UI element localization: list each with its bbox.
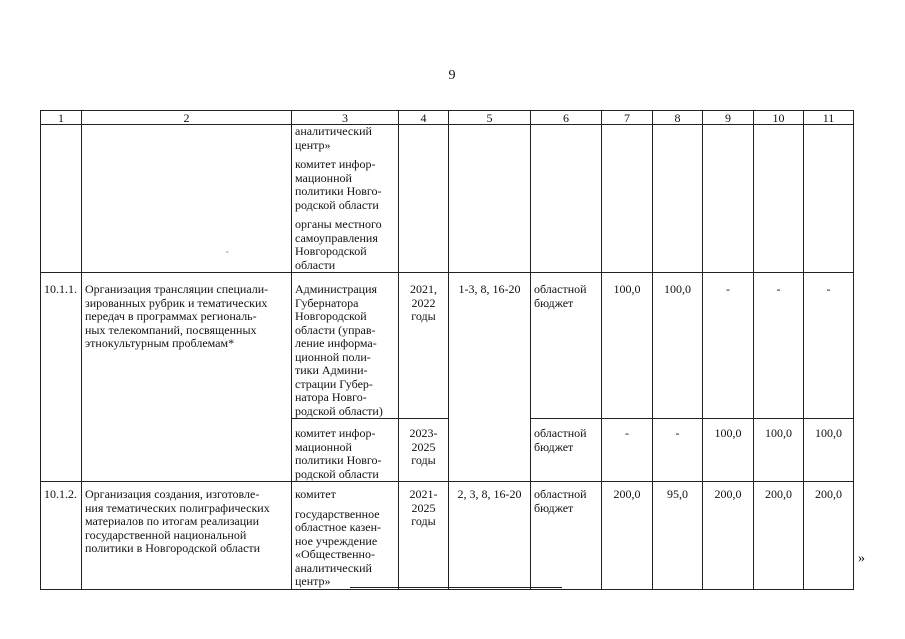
table-row — [41, 482, 854, 590]
years-cell: 2023- 2025 годы — [399, 419, 449, 482]
column-number-row — [41, 111, 854, 125]
executor-cell: комитет инфор- мационной политики Новго- родской области — [292, 419, 399, 482]
source-cell: областной бюджет — [531, 419, 602, 482]
value-cell: 100,0 — [602, 273, 653, 419]
table-cell — [82, 125, 292, 273]
header-cell: 8 — [653, 111, 703, 125]
header-cell: 11 — [804, 111, 854, 125]
source-cell: областной бюджет — [531, 273, 602, 419]
table-cell — [41, 125, 82, 273]
value-cell: - — [653, 419, 703, 482]
item-number: 10.1.1. — [41, 273, 82, 482]
program-table — [40, 110, 854, 590]
source-cell: областной бюджет — [531, 482, 602, 590]
table-cell — [804, 125, 854, 273]
stray-mark: ˇ — [226, 250, 229, 259]
value-cell: 100,0 — [653, 273, 703, 419]
value-cell: 100,0 — [804, 419, 854, 482]
tasks-cell: 2, 3, 8, 16-20 — [449, 482, 531, 590]
header-cell: 6 — [531, 111, 602, 125]
closing-quote: » — [858, 551, 865, 566]
value-cell: 100,0 — [754, 419, 804, 482]
value-cell: 200,0 — [754, 482, 804, 590]
page-number: 9 — [448, 68, 456, 83]
value-cell: 200,0 — [804, 482, 854, 590]
table-row — [41, 273, 854, 419]
value-cell: - — [804, 273, 854, 419]
years-cell: 2021- 2025 годы — [399, 482, 449, 590]
table-cell — [653, 125, 703, 273]
table-cell — [754, 125, 804, 273]
value-cell: - — [703, 273, 754, 419]
header-cell: 10 — [754, 111, 804, 125]
value-cell: - — [602, 419, 653, 482]
header-cell: 9 — [703, 111, 754, 125]
header-cell: 1 — [41, 111, 82, 125]
footnote-divider — [350, 587, 562, 588]
header-cell: 4 — [399, 111, 449, 125]
executor-cell: комитет государственное областное казен- ное учреждение «Общественно- аналитический центр» — [292, 482, 399, 590]
value-cell: 100,0 — [703, 419, 754, 482]
table-cell — [602, 125, 653, 273]
header-cell: 3 — [292, 111, 399, 125]
table-cell — [399, 125, 449, 273]
executor-cell: аналитический центр» комитет инфор- мационной политики Новго- родской области органы местного самоуправления Новгородской области — [292, 125, 399, 273]
value-cell: - — [754, 273, 804, 419]
executor-cell: Администрация Губернатора Новгородской области (управ- ление информа- ционной поли- тики Админи- страции Губер- натора Новго- родской области) — [292, 273, 399, 419]
years-cell: 2021, 2022 годы — [399, 273, 449, 419]
value-cell: 95,0 — [653, 482, 703, 590]
table-cell — [531, 125, 602, 273]
value-cell: 200,0 — [602, 482, 653, 590]
item-title: Организация трансляции специали- зированных рубрик и тематических передач в программах региональ- ных телекомпаний, посвященных этнокультурным проблемам* — [82, 273, 292, 482]
item-title: Организация создания, изготовле- ния тематических полиграфических материалов по итогам реализации государственной национальной политики в Новгородской области — [82, 482, 292, 590]
table-cell — [703, 125, 754, 273]
header-cell: 2 — [82, 111, 292, 125]
item-number: 10.1.2. — [41, 482, 82, 590]
header-cell: 7 — [602, 111, 653, 125]
header-cell: 5 — [449, 111, 531, 125]
tasks-cell: 1-3, 8, 16-20 — [449, 273, 531, 482]
value-cell: 200,0 — [703, 482, 754, 590]
table-cell — [449, 125, 531, 273]
continuation-row — [41, 125, 854, 273]
